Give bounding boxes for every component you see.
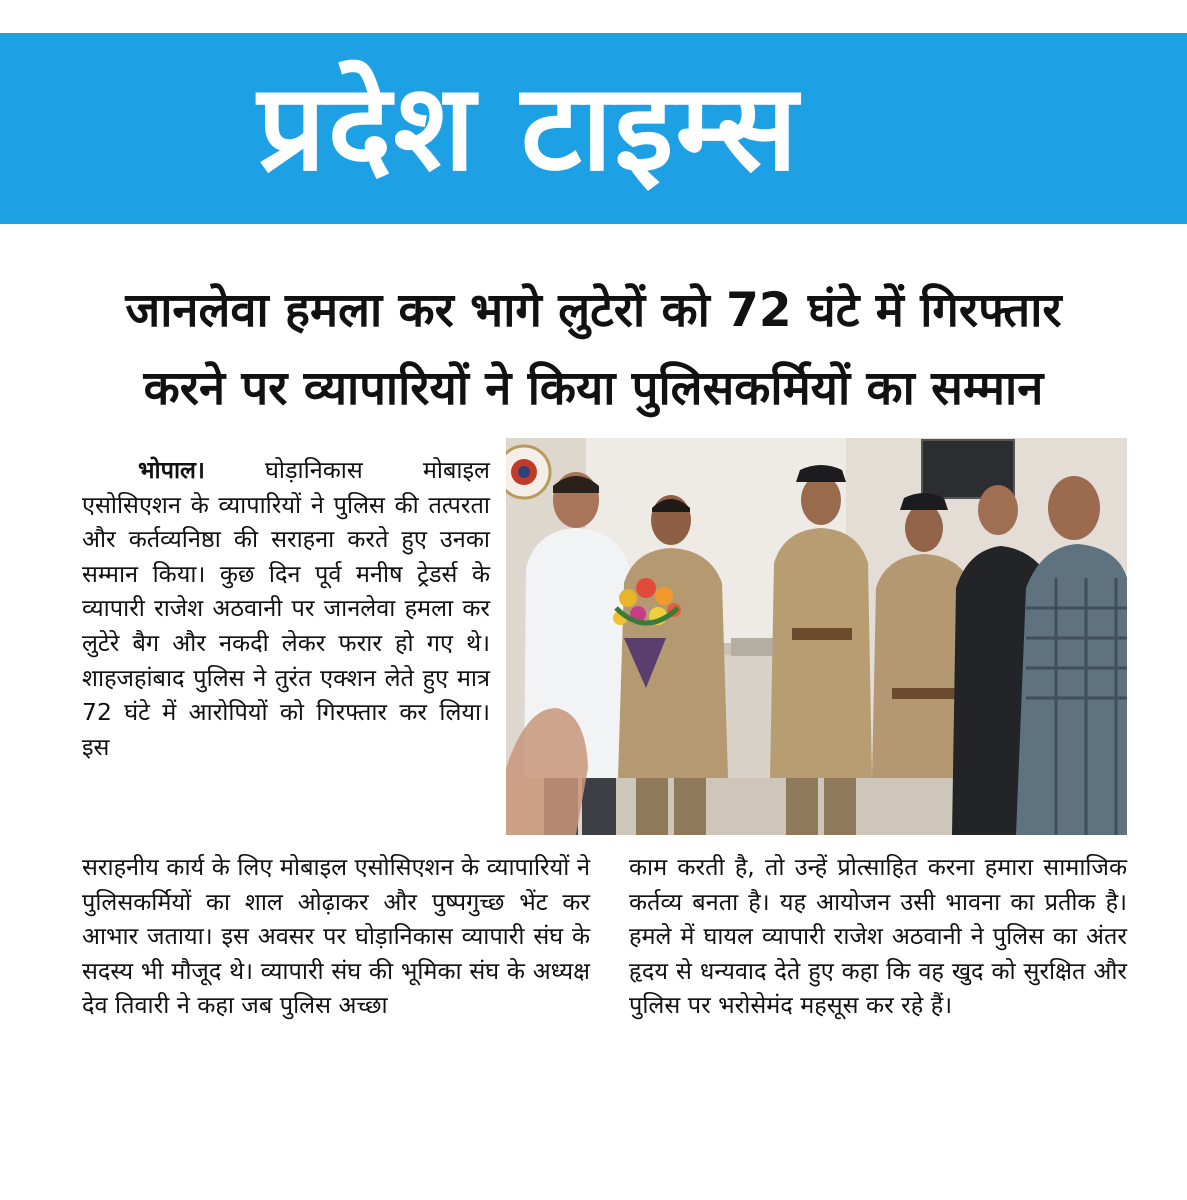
headline: [60, 272, 1127, 428]
police-emblem-icon: [506, 446, 550, 498]
article-text-right: काम करती है, तो उन्हें प्रोत्साहित करना हमारा सामाजिक कर्तव्य बनता है। यह आयोजन उसी भावना का प्रतीक है। हमले में घायल व्यापारी राजेश अठवानी ने पुलिस का अंतर हृदय से धन्यवाद देते हुए कहा कि वह खुद को सुरक्षित और पुलिस पर भरोसेमंद महसूस कर रहे हैं।: [629, 853, 1127, 1020]
newspaper-title: प्रदेश टाइम्स: [257, 58, 800, 198]
article-text-left: घोड़ानिकास मोबाइल एसोसिएशन के व्यापारियों ने पुलिस की तत्परता और कर्तव्यनिष्ठा की सराहना करते हुए उनका सम्मान किया। कुछ दिन पूर्व मनीष ट्रेडर्स के व्यापारी राजेश अठवानी पर जानलेवा हमला कर लुटेरे बैग और नकदी लेकर फरार हो गए थे। शाहजहांबाद पुलिस ने तुरंत एक्शन लेते हुए मात्र 72 घंटे में आरोपियों को गिरफ्तार कर लिया। इस: [82, 456, 490, 761]
article-column-lower: [82, 850, 590, 1023]
article-paragraph-left: [82, 453, 490, 764]
article-text-lower: सराहनीय कार्य के लिए मोबाइल एसोसिएशन के व्यापारियों ने पुलिसकर्मियों का शाल ओढ़ाकर और पुष्पगुच्छ भेंट कर आभार जताया। इस अवसर पर घोड़ानिकास व्यापारी संघ के सदस्य भी मौजूद थे। व्यापारी संघ की भूमिका संघ के अध्यक्ष देव तिवारी ने कहा जब पुलिस अच्छा: [82, 853, 590, 1020]
masthead-banner: [0, 33, 1187, 224]
headline-line-1: जानलेवा हमला कर भागे लुटेरों को 72 घंटे में गिरफ्तार: [125, 283, 1062, 338]
news-photo: [506, 438, 1127, 835]
article-column-right: [629, 850, 1127, 1023]
article-column-left: [82, 453, 490, 764]
headline-line-2: करने पर व्यापारियों ने किया पुलिसकर्मियों का सम्मान: [143, 361, 1044, 416]
dateline: भोपाल।: [138, 456, 205, 484]
photo-illustration: [506, 438, 1127, 835]
